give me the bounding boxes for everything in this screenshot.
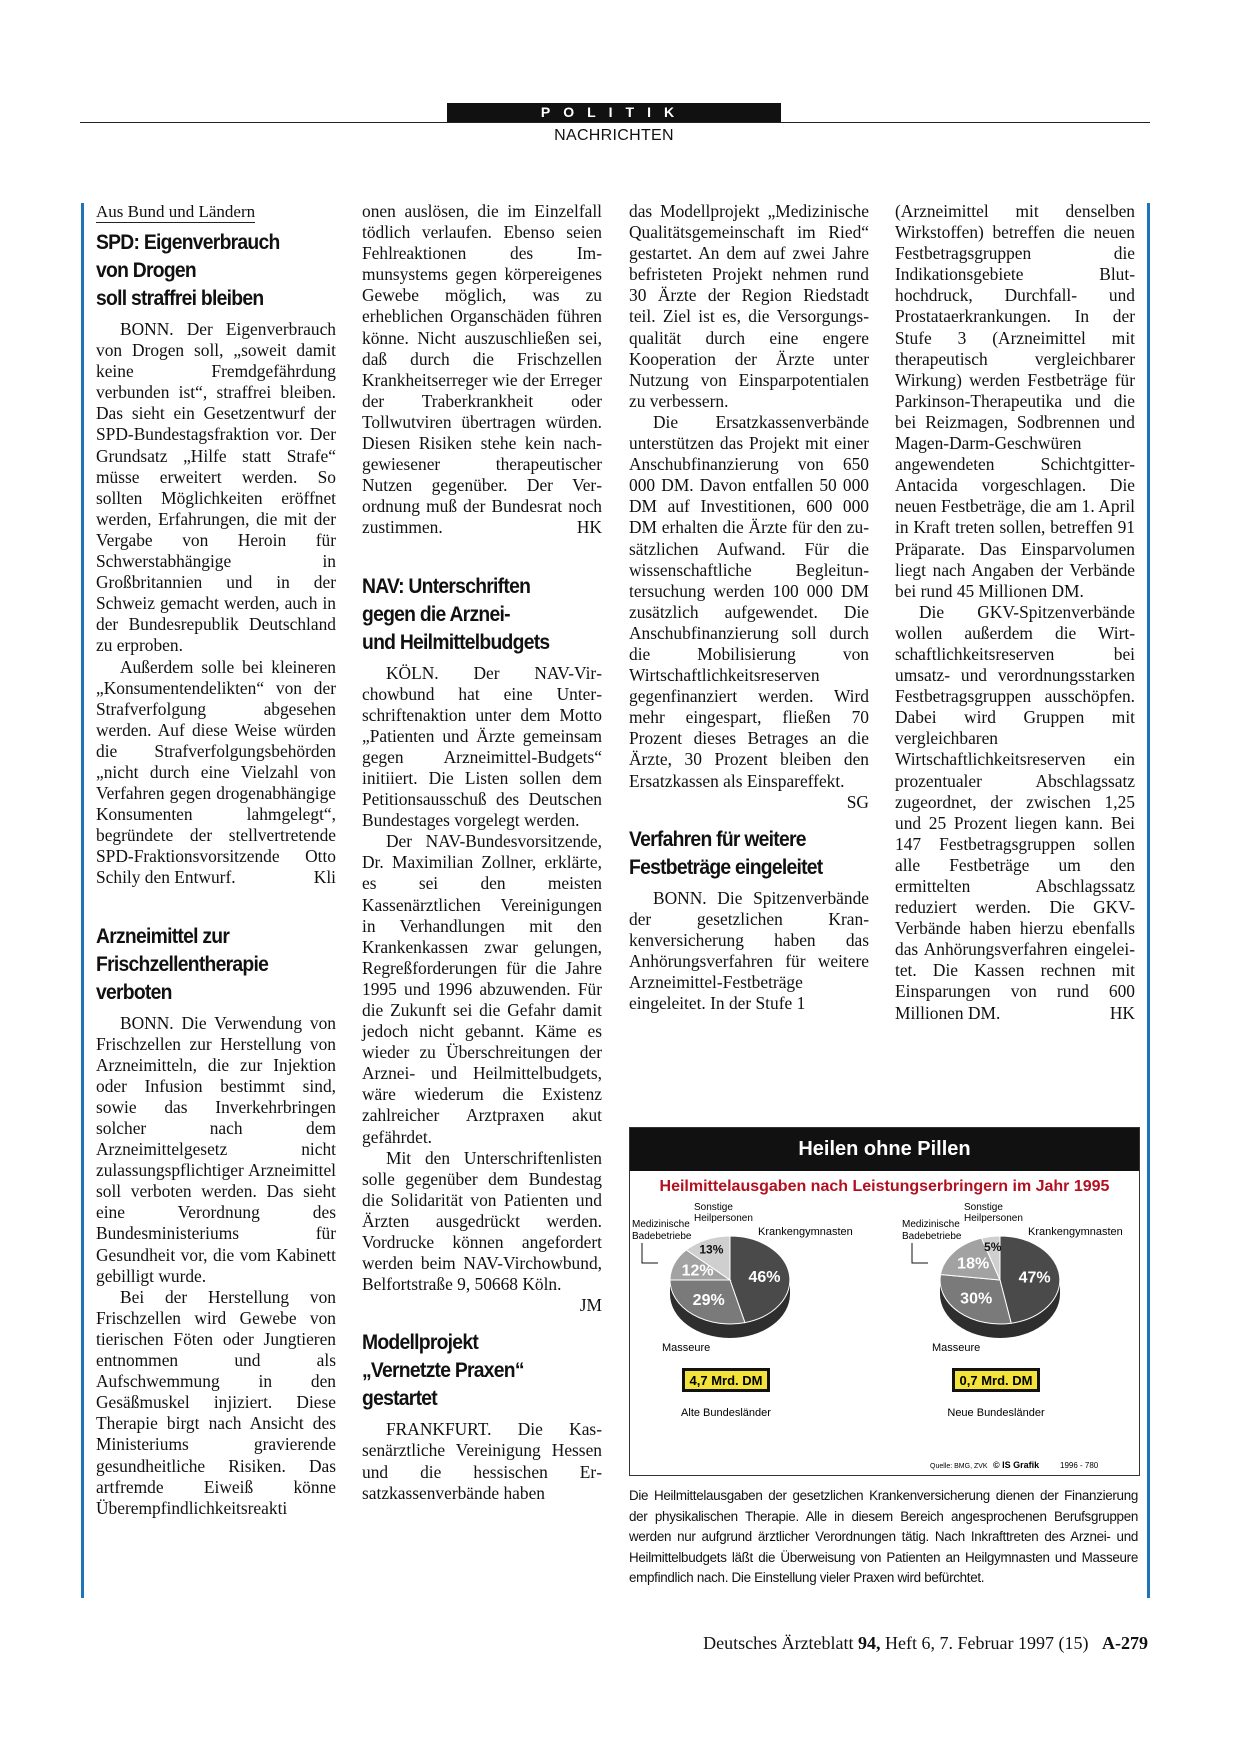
pie-slice-label: 47%	[1018, 1269, 1051, 1287]
chart-caption: Die Heilmittelausgaben der gesetzlichen Krankenversicherung dienen der Finanzierung der physikalischen Therapie. Alle in diesem Bereich angesprochenen Berufsgruppen werden nur aufgrund ärztlicher Verordnungen tätig. Nach Inkrafttreten des Arznei- und Heilmittelbudgets läßt die Überweisung von Patienten an Heilgymnasten und Masseure empfindlich nach. Die Einstellung vieler Praxen wird befürchtet.	[629, 1488, 1138, 1586]
author-signature: HK	[1109, 1002, 1135, 1023]
series-name: Alte Bundesländer	[681, 1407, 771, 1419]
paragraph	[362, 201, 602, 539]
category-label: Sonstige	[964, 1202, 1003, 1213]
paragraph-text: Mit den Unterschriftenlisten solle gegenüber dem Bundestag die Solidarität von Patienten und Ärzten ausgedrückt werden. Vordrucke können angefordert werden beim NAV-Virchowbund, Belfortstraße 9, 50668 Köln.	[362, 1147, 602, 1295]
pie-slice-label: 13%	[699, 1242, 724, 1257]
headline-line: verboten	[96, 980, 172, 1004]
pie-slice-label: 29%	[692, 1292, 725, 1310]
category-label: Medizinische	[902, 1219, 960, 1230]
chart-source: Quelle: BMG, ZVK	[930, 1463, 988, 1470]
paragraph: BONN. Die Verwendung von Frischzellen zur Herstellung von Arzneimitteln, die zur Injektion oder Infusion bestimmt sind, sowie das Inverkehrbringen solcher nach dem Arzneimittelgesetz nicht zulassungspflichtiger Arzneimittel soll verboten werden. Das sieht eine Verordnung des Bundesministeriums für Gesundheit vor, die vom Kabinett gebilligt wurde.	[96, 1012, 336, 1286]
paragraph	[96, 657, 336, 889]
column-1	[96, 201, 336, 1519]
category-label: Badebetriebe	[902, 1231, 962, 1242]
issue-info: Heft 6, 7. Februar 1997 (15)	[885, 1633, 1089, 1653]
pie-slice-label: 5%	[984, 1240, 1002, 1255]
paragraph	[895, 602, 1135, 1024]
author-signature: Kli	[313, 867, 336, 888]
chart-credit: © IS Grafik	[993, 1460, 1040, 1470]
category-label: Masseure	[662, 1342, 711, 1354]
journal-name: Deutsches Ärzteblatt	[703, 1633, 854, 1653]
volume-number: 94,	[858, 1633, 881, 1653]
chart-subtitle: Heilmittelausgaben nach Leistungserbringern im Jahr 1995	[659, 1178, 1110, 1195]
headline-line: Arzneimittel zur	[96, 924, 230, 948]
page-footer	[615, 1633, 1148, 1654]
paragraph	[629, 411, 869, 812]
headline-line: soll straffrei bleiben	[96, 287, 264, 310]
headline-frischzellen	[96, 923, 317, 1007]
paragraph-text: Außerdem solle bei kleineren „Konsumentendelikten“ von der Strafverfolgung abgesehen werden. Auf diese Weise würden die Strafverfolgungsbehörden „nicht durch eine Vielzahl von Verfahren gegen drogenabhängige Konsumenten lahmgelegt“, begründete der stellvertretende SPD-Fraktionsvorsitzende Otto Schily den Entwurf.	[96, 656, 336, 888]
paragraph	[362, 1147, 602, 1316]
paragraph: KÖLN. Der NAV-Virchowbund hat eine Unterschriftenaktion unter dem Motto „Patienten und Ärzte gemeinsam gegen Arzneimittel-Budgets“ initiiert. Die Listen sollen dem Petitionsausschuß des Deutschen Bundestages vorgelegt werden.	[362, 662, 602, 831]
left-margin-bar	[81, 203, 84, 1598]
column-4	[895, 201, 1135, 1024]
headline-line: NAV: Unterschriften	[362, 574, 531, 598]
column-3	[629, 201, 869, 1014]
pie-slice-label: 46%	[748, 1268, 781, 1286]
headline-festbetraege	[629, 826, 850, 882]
paragraph: Bei der Herstellung von Frischzellen wird Gewebe von tierischen Föten oder Jungtieren entnommen und als Aufschwemmung in den Gesäßmuskel injiziert. Diese Therapie birgt nach Ansicht des Ministeriums gravierende gesundheitliche Risiken. Das artfremde Eiweiß könne Überempfindlichkeitsreakti	[96, 1286, 336, 1518]
category-label: Heilpersonen	[964, 1213, 1023, 1224]
kicker: Aus Bund und Ländern	[96, 202, 256, 221]
headline-modell	[362, 1329, 583, 1413]
pie-slice-label: 12%	[681, 1262, 714, 1280]
headline-line: und Heilmittelbudgets	[362, 630, 550, 654]
category-label: Heilpersonen	[694, 1213, 753, 1224]
headline-line: „Vernetzte Praxen“	[362, 1359, 524, 1383]
series-name: Neue Bundesländer	[947, 1407, 1045, 1419]
subsection-label: NACHRICHTEN	[554, 127, 674, 144]
pie-slice-label: 18%	[957, 1255, 990, 1273]
category-label: Medizinische	[632, 1219, 690, 1230]
headline-nav	[362, 573, 583, 657]
paragraph-text: Die Ersatzkassenverbände unterstützen das Projekt mit einer Anschubfinanzierung von 650 000 DM. Davon entfallen 50 000 DM auf Investitionen, 600 000 DM erhalten die Ärzte für den zusätzlichen Aufwand. Für die wissenschaftliche Begleituntersuchung werden 100 000 DM zusätzlich aufgewendet. Die Anschubfinanzierung soll durch die Mobilisierung von Wirtschaftlichkeitsreserven gegenfinanziert werden. Wird mehr eingespart, fließen 70 Prozent dieses Betrages an die Ärzte, 30 Prozent bleiben den Ersatzkassen als Einspareffekt.	[629, 411, 869, 791]
headline-line: Verfahren für weitere	[629, 827, 806, 851]
header-rule	[80, 122, 1150, 123]
paragraph: BONN. Die Spitzenverbände der gesetzlichen Krankenversicherung haben das Anhörungsverfahren für weitere Arzneimittel-Festbeträge eingeleitet. In der Stufe 1	[629, 887, 869, 1014]
paragraph: (Arzneimittel mit denselben Wirkstoffen) betreffen die neuen Festbetragsgruppen die Indikationsgebiete Bluthochdruck, Durchfall- und Prostataerkrankungen. In der Stufe 3 (Arzneimittel mit therapeutisch vergleichbarer Wirkung) werden Festbeträge für Parkinson-Therapeutika und die bei Reizmagen, Sodbrennen und Magen-Darm-Geschwüren angewendeten Schichtgitter-Antacida vorgeschlagen. Die neuen Festbeträge, die am 1. April in Kraft treten sollen, betreffen 91 Präparate. Das Einsparvolumen liegt nach Angaben der Verbände bei rund 45 Millionen DM.	[895, 201, 1135, 601]
headline-line: gegen die Arznei-	[362, 602, 510, 626]
headline-line: gestartet	[362, 1387, 437, 1411]
category-label: Sonstige	[694, 1202, 733, 1213]
leader-line	[642, 1243, 658, 1263]
category-label: Krankengymnasten	[1028, 1226, 1123, 1238]
total-value: 4,7 Mrd. DM	[689, 1373, 763, 1388]
author-signature: SG	[846, 791, 869, 812]
chart-title: Heilen ohne Pillen	[630, 1128, 1139, 1171]
headline-drogen	[96, 229, 317, 313]
paragraph: Der NAV-Bundesvorsitzende, Dr. Maximilian Zollner, erklärte, es sei den meisten Kassenärztlichen Vereinigungen in Verhandlungen mit den Krankenkassen zwar gelungen, Regreßforderungen für die Jahre 1995 und 1996 abzuwenden. Für die Zukunft sei die Gefahr damit jedoch nicht gebannt. Käme es wieder zu Überschreitungen der Arznei- und Heilmittelbudgets, wäre wiederum die Existenz zahlreicher Arztpraxen akut gefährdet.	[362, 831, 602, 1147]
headline-line: Frischzellentherapie	[96, 952, 269, 976]
headline-line: SPD: Eigenverbrauch	[96, 231, 280, 254]
category-label: Masseure	[932, 1342, 981, 1354]
paragraph: BONN. Der Eigenverbrauch von Drogen soll, „soweit damit keine Fremdgefährdung verbunden ist“, straffrei bleiben. Das sieht ein Gesetzentwurf der SPD-Bundestagsfraktion vor. Der Grundsatz „Hilfe statt Strafe“ müsse erweitert werden. So sollten Möglichkeiten eröffnet werden, Erfahrungen, die mit der Vergabe von Heroin für Schwerstabhängige in Großbritannien und in der Schweiz gemacht werden, auch in der Bundesrepublik Deutschland zu erproben.	[96, 319, 336, 656]
paragraph: FRANKFURT. Die Kassenärztliche Vereinigung Hessen und die hessischen Ersatzkassenverbände haben	[362, 1419, 602, 1503]
author-signature: JM	[579, 1295, 602, 1316]
column-2	[362, 201, 602, 1504]
paragraph: das Modellprojekt „Medizinische Qualitätsgemeinschaft im Ried“ gestartet. An dem auf zwei Jahre befristeten Projekt nehmen rund 30 Ärzte der Region Riedstadt teil. Ziel ist es, die Versorgungsqualität durch eine engere Kooperation der Ärzte unter Nutzung von Einsparpotentialen zu verbessern.	[629, 201, 869, 411]
section-label: POLITIK	[447, 103, 781, 122]
leader-line	[912, 1243, 928, 1263]
right-margin-bar	[1147, 203, 1150, 1598]
page-number: A-279	[1102, 1633, 1148, 1653]
author-signature: HK	[576, 517, 602, 538]
total-value: 0,7 Mrd. DM	[959, 1373, 1033, 1388]
headline-line: Festbeträge eingeleitet	[629, 855, 823, 879]
chart-code: 1996 - 780	[1060, 1461, 1099, 1470]
category-label: Krankengymnasten	[758, 1226, 853, 1238]
headline-line: Modellprojekt	[362, 1331, 479, 1355]
paragraph-text: onen auslösen, die im Einzelfall tödlich verlaufen. Ebenso seien Fehlreaktionen des Immunsystems gegen körpereigenes Gewebe möglich, was zu erheblichen Organschäden führen könne. Nicht auszuschließen sei, daß durch die Frischzellen Krankheitserreger wie der Erreger der Traberkrankheit oder Tollwutviren übertragen würden. Diesen Risiken stehe kein nachgewiesener therapeutischer Nutzen gegenüber. Der Verordnung muß der Bundesrat noch zustimmen.	[362, 201, 602, 538]
pie-charts-svg	[630, 1128, 1139, 1475]
pie-chart-graphic	[629, 1127, 1140, 1476]
headline-line: von Drogen	[96, 259, 196, 282]
paragraph-text: Die GKV-Spitzenverbände wollen außerdem die Wirtschaftlichkeitsreserven bei umsatz- und verordnungsstarken Festbetragsgruppen ausschöpfen. Dabei wird Gruppen mit vergleichbaren Wirtschaftlichkeitsreserven ein prozentualer Abschlagssatz zugeordnet, der zwischen 1,25 und 25 Prozent liegen kann. Bei 147 Festbetragsgruppen sollen alle Festbeträge um den ermittelten Abschlagssatz reduziert werden. Die GKV-Verbände haben hierzu ebenfalls das Anhörungsverfahren eingeleitet. Die Kassen rechnen mit Einsparungen von rund 600 Millionen DM.	[895, 601, 1135, 1023]
category-label: Badebetriebe	[632, 1231, 692, 1242]
pie-slice-label: 30%	[960, 1290, 993, 1308]
